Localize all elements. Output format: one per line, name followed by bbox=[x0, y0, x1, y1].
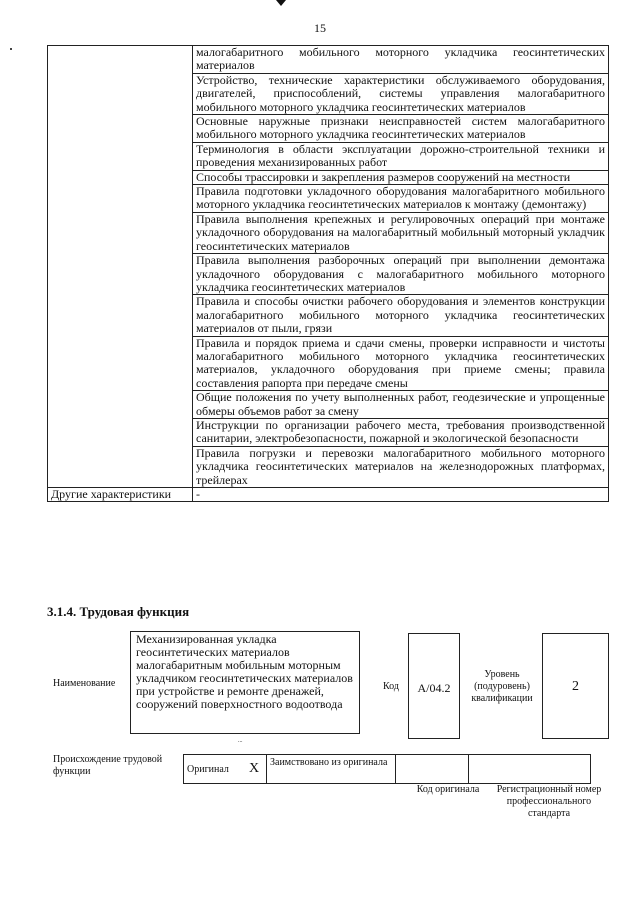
requirement-item: Правила погрузки и перевозки малогабаритного мобильного моторного укладчика геосинтетических материалов на железнодорожных платформах, трейлерах bbox=[193, 446, 609, 487]
origin-table bbox=[183, 754, 591, 784]
row-header-cell bbox=[48, 46, 193, 488]
small-mark: ... bbox=[238, 738, 243, 744]
name-label: Наименование bbox=[53, 678, 116, 689]
requirement-item: Правила выполнения разборочных операций при выполнении демонтажа укладочного оборудования с малогабаритного мобильного моторного укладчика геосинтетических материалов bbox=[193, 254, 609, 295]
origin-label: Происхождение трудовой функции bbox=[53, 754, 163, 777]
requirement-item: Правила подготовки укладочного оборудования малогабаритного мобильного моторного укладчика геосинтетических материалов к монтажу (демонтажу) bbox=[193, 185, 609, 213]
requirement-item: Способы трассировки и закрепления размеров сооружений на местности bbox=[193, 170, 609, 184]
origin-reg-number-cell bbox=[469, 755, 591, 784]
requirement-item: Правила и порядок приема и сдачи смены, проверки исправности и чистоты малогабаритного мобильного моторного укладчика геосинтетических материалов, укладочного оборудования при приеме смены; правила составления рапорта при передаче смены bbox=[193, 336, 609, 391]
requirement-item: Общие положения по учету выполненных работ, геодезические и упрощенные обмеры объемов работ за смену bbox=[193, 391, 609, 419]
requirement-item: Правила выполнения крепежных и регулировочных операций при монтаже укладочного оборудования на малогабаритный мобильный моторный укладчик геосинтетических материалов bbox=[193, 212, 609, 253]
other-characteristics-label: Другие характеристики bbox=[48, 488, 193, 502]
requirement-item: Терминология в области эксплуатации дорожно-строительной техники и проведения механизированных работ bbox=[193, 142, 609, 170]
code-original-caption: Код оригинала bbox=[416, 784, 480, 795]
requirement-item: Правила и способы очистки рабочего оборудования и элементов конструкции малогабаритного мобильного моторного укладчика геосинтетических материалов от пыли, грязи bbox=[193, 295, 609, 336]
function-name-box: Механизированная укладка геосинтетических материалов малогабаритным мобильным моторным укладчиком геосинтетических материалов при устройстве и ремонте дренажей, сооружений поверхностного водоотвода bbox=[130, 631, 360, 734]
page-top-marker bbox=[276, 0, 286, 6]
origin-original-mark: X bbox=[242, 755, 267, 784]
required-knowledge-table bbox=[47, 45, 609, 502]
other-characteristics-value: - bbox=[193, 488, 609, 502]
requirement-item: Устройство, технические характеристики обслуживаемого оборудования, двигателей, приспособлений, системы управления малогабаритного мобильного моторного укладчика геосинтетических материалов bbox=[193, 73, 609, 114]
code-label: Код bbox=[383, 681, 399, 692]
qualification-level-box: 2 bbox=[542, 633, 609, 739]
registration-number-caption: Регистрационный номер профессионального стандарта bbox=[496, 784, 602, 819]
table-row bbox=[48, 488, 609, 502]
qualification-level-label: Уровень (подуровень) квалификации bbox=[471, 669, 533, 704]
section-title: 3.1.4. Трудовая функция bbox=[47, 604, 190, 619]
table-row bbox=[184, 755, 591, 784]
origin-code-cell bbox=[396, 755, 469, 784]
requirement-item: Основные наружные признаки неисправностей систем малогабаритного мобильного моторного укладчика геосинтетических материалов bbox=[193, 115, 609, 143]
function-code-box: А/04.2 bbox=[408, 633, 460, 739]
margin-dot bbox=[10, 48, 12, 50]
requirement-item: Инструкции по организации рабочего места, требования производственной санитарии, электробезопасности, пожарной и экологической безопасности bbox=[193, 418, 609, 446]
requirement-item: малогабаритного мобильного моторного укладчика геосинтетических материалов bbox=[193, 46, 609, 74]
origin-copied-label: Заимствовано из оригинала bbox=[267, 755, 396, 784]
origin-original-label: Оригинал bbox=[184, 755, 243, 784]
table-row bbox=[48, 46, 609, 74]
page-number: 15 bbox=[314, 21, 326, 35]
